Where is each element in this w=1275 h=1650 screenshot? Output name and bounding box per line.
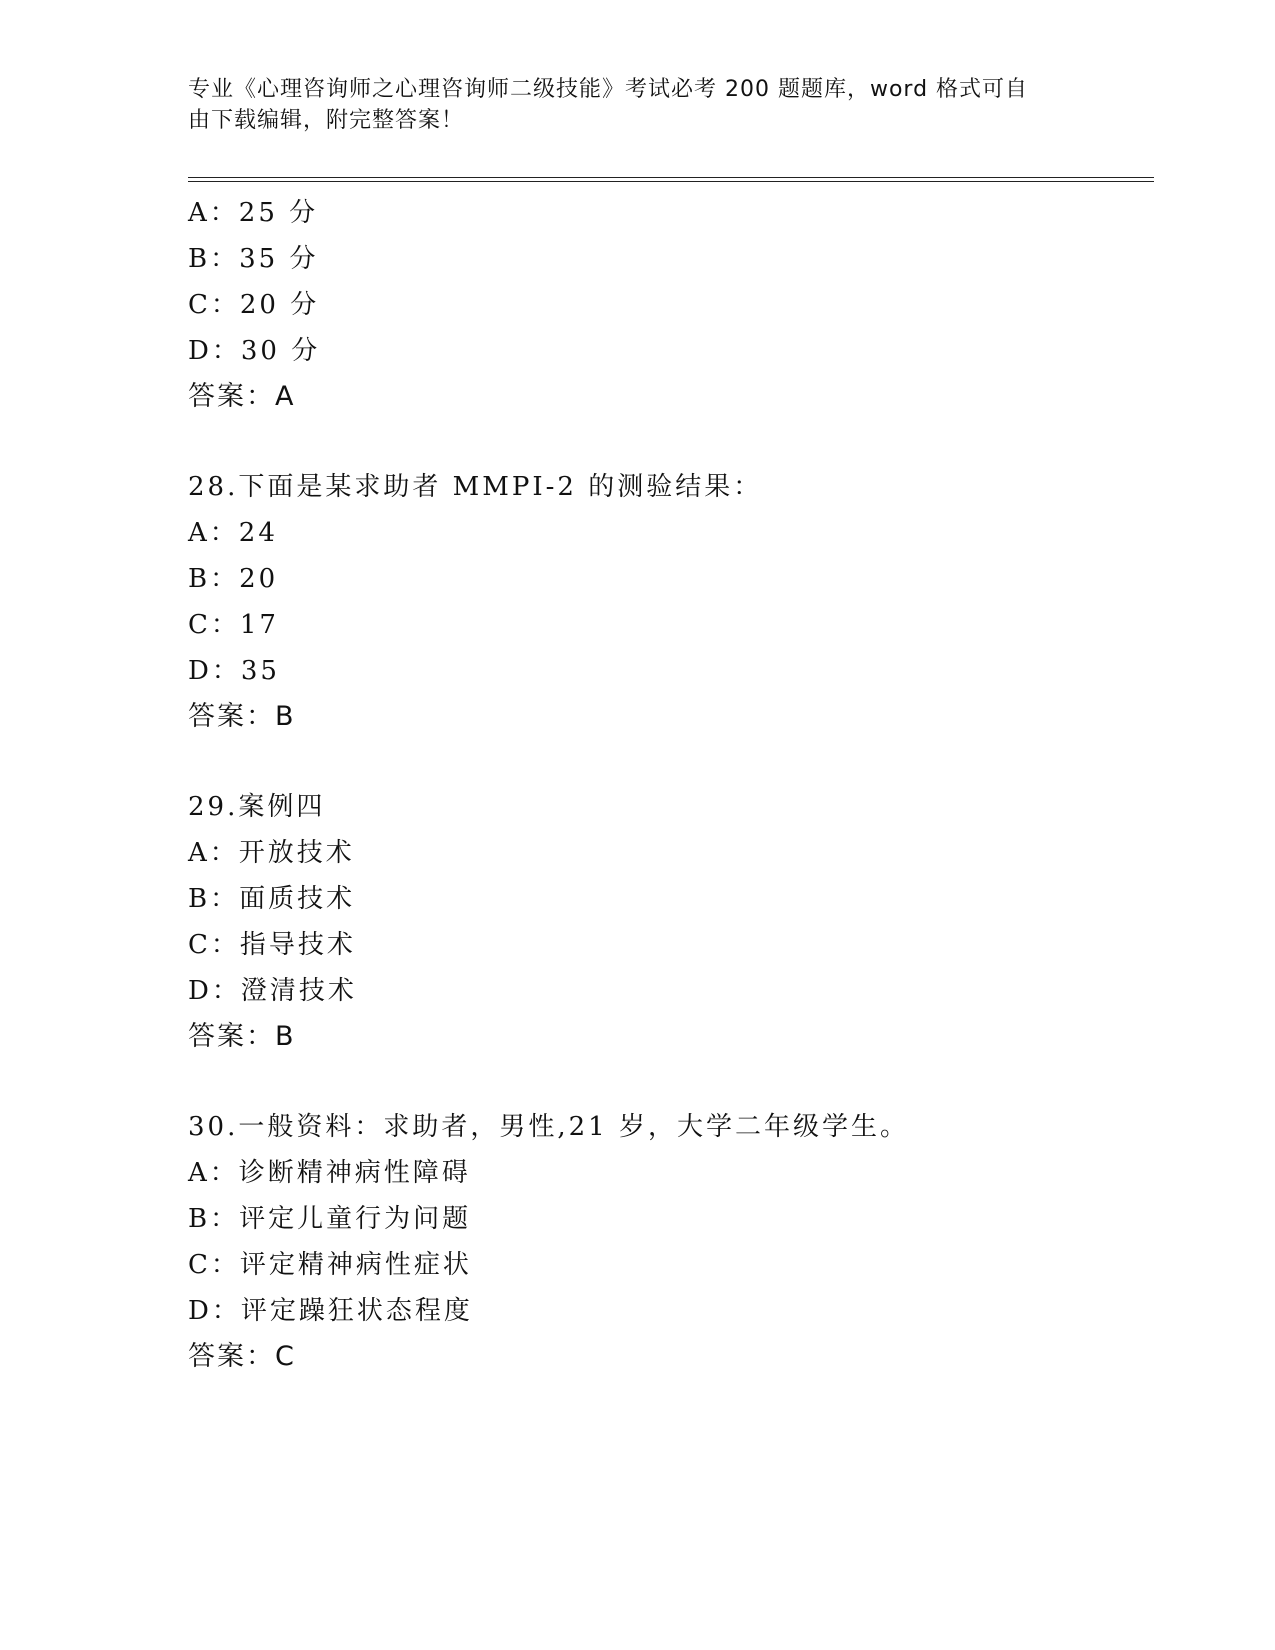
option-d: D：澄清技术 xyxy=(188,976,357,1006)
option-a: A：25 分 xyxy=(188,198,319,228)
question-text: 29.案例四 xyxy=(188,792,326,822)
question-text: 30.一般资料：求助者，男性,21 岁，大学二年级学生。 xyxy=(188,1112,909,1142)
option-c: C：指导技术 xyxy=(188,930,356,960)
answer: 答案：B xyxy=(188,1021,296,1052)
option-c: C：20 分 xyxy=(188,290,320,320)
question-28 xyxy=(188,464,1148,740)
question-text: 28.下面是某求助者 MMPI-2 的测验结果： xyxy=(188,472,763,502)
option-b: B：35 分 xyxy=(188,244,319,274)
header-line-2: 由下载编辑，附完整答案！ xyxy=(188,108,465,133)
option-a: A：24 xyxy=(188,518,278,548)
answer: 答案：C xyxy=(188,1341,296,1372)
option-c: C：17 xyxy=(188,610,279,640)
question-29 xyxy=(188,784,1148,1060)
option-b: B：评定儿童行为问题 xyxy=(188,1204,472,1234)
header-rule-top xyxy=(188,177,1154,178)
option-b: B：面质技术 xyxy=(188,884,356,914)
option-c: C：评定精神病性症状 xyxy=(188,1250,472,1280)
option-a: A：诊断精神病性障碍 xyxy=(188,1158,471,1188)
document-header xyxy=(188,74,1068,136)
question-list xyxy=(188,190,1148,1380)
answer: 答案：A xyxy=(188,381,296,412)
option-d: D：30 分 xyxy=(188,336,321,366)
header-rule-bottom xyxy=(188,181,1154,182)
option-b: B：20 xyxy=(188,564,279,594)
answer: 答案：B xyxy=(188,701,296,732)
option-a: A：开放技术 xyxy=(188,838,355,868)
option-d: D：35 xyxy=(188,656,280,686)
question-27 xyxy=(188,190,1148,420)
option-d: D：评定躁狂状态程度 xyxy=(188,1296,473,1326)
header-line-1: 专业《心理咨询师之心理咨询师二级技能》考试必考 200 题题库，word 格式可自 xyxy=(188,77,1029,102)
question-30 xyxy=(188,1104,1148,1380)
